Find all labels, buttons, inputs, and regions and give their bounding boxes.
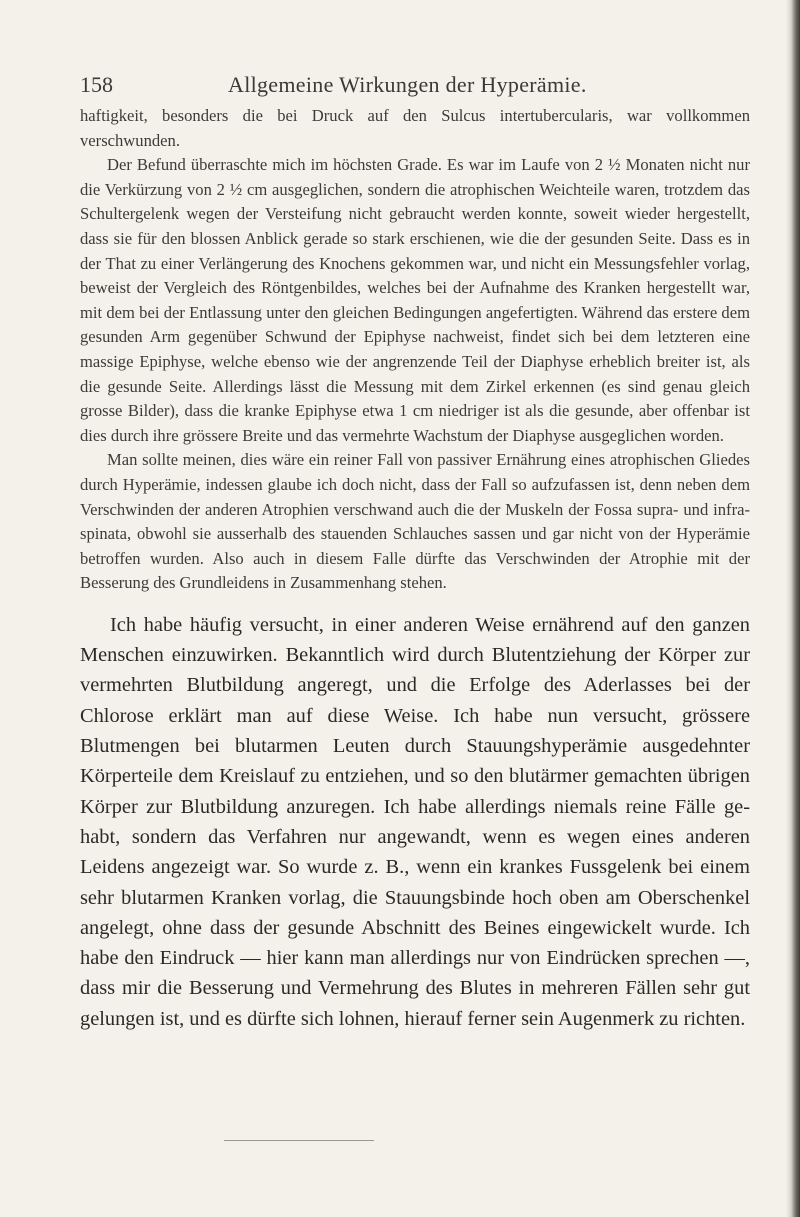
page-number: 158 <box>80 72 113 97</box>
paragraph-passive-ernaehrung: Man sollte meinen, dies wäre ein reiner Fall von passiver Ernährung eines atrophischen Gliedes durch Hyperämie, indessen glaube ich doch nicht, dass der Fall so aufzufassen ist, denn neben dem Verschwinden der anderen Atrophien verschwand auch die der Muskeln der Fossa supra- und infraspinata, obwohl sie ausserhalb des stauenden Schlauches sassen und gar nicht von der Hyperämie betroffen wurden. Also auch in diesem Falle dürfte das Verschwinden der Atrophie mit der Besserung des Grundleidens in Zusammenhang stehen. <box>80 450 750 593</box>
running-head: Allgemeine Wirkungen der Hyperämie. <box>228 72 587 97</box>
page-header <box>80 64 750 104</box>
paragraph-befund: Der Befund überraschte mich im höchsten Grade. Es war im Laufe von 2 ½ Monaten nicht nur die Verkürzung von 2 ½ cm ausgeglichen, sondern die atrophischen Weichteile waren, trotzdem das Schultergelenk wegen der Versteifung nicht gebraucht werden konnte, soweit wieder hergestellt, dass sie für den blossen Anblick gerade so stark erschienen, wie die der gesunden Seite. Dass es in der That zu einer Verlängerung des Knochens gekommen war, und nicht ein Messungsfehler vorlag, beweist der Vergleich des Röntgenbildes, welches bei der Aufnahme des Kranken hergestellt war, mit dem bei der Entlassung unter den gleichen Bedingungen angefertigten. Während das erstere dem gesunden Arm gegenüber Schwund der Epiphyse nachweist, findet sich bei dem letzteren eine massige Epiphyse, welche ebenso wie der angrenzende Teil der Diaphyse erheblich breiter ist, als die gesunde Seite. Allerdings lässt die Messung mit dem Zirkel erkennen (es sind genau gleich grosse Bilder), dass die kranke Epiphyse etwa 1 cm niedriger ist als die gesunde, aber offenbar ist dies durch ihre grössere Breite und das vermehrte Wachstum der Diaphyse ausgeglichen worden. <box>80 155 750 445</box>
book-page <box>80 64 750 1034</box>
paragraph-blutbildung: Ich habe häufig versucht, in einer anderen Weise ernährend auf den ganzen Menschen einzuwirken. Bekanntlich wird durch Blutentziehung der Körper zur vermehrten Blutbildung angeregt, und die Erfolge des Aderlasses bei der Chlorose erklärt man auf diese Weise. Ich habe nun versucht, grössere Blutmengen bei blutarmen Leuten durch Stauungshyperämie ausgedehnter Körperteile dem Kreislauf zu entziehen, und so den blutärmer gemachten übrigen Körper zur Blutbildung anzuregen. Ich habe allerdings niemals reine Fälle gehabt, sondern das Verfahren nur angewandt, wenn es wegen eines anderen Leidens angezeigt war. So wurde z. B., wenn ein krankes Fussgelenk bei einem sehr blutarmen Kranken vorlag, die Stauungsbinde hoch oben am Oberschenkel angelegt, ohne dass der gesunde Abschnitt des Beines eingewickelt wurde. Ich habe den Eindruck — hier kann man allerdings nur von Eindrücken sprechen —, dass mir die Besserung und Vermehrung des Blutes in mehreren Fällen sehr gut gelungen ist, und es dürfte sich lohnen, hierauf ferner sein Augenmerk zu richten. <box>80 613 750 1030</box>
end-rule <box>224 1140 374 1141</box>
paragraph-continuation: haftigkeit, besonders die bei Druck auf den Sulcus intertubercularis, war vollkommen verschwunden. <box>80 106 750 150</box>
page-edge <box>786 0 800 1217</box>
